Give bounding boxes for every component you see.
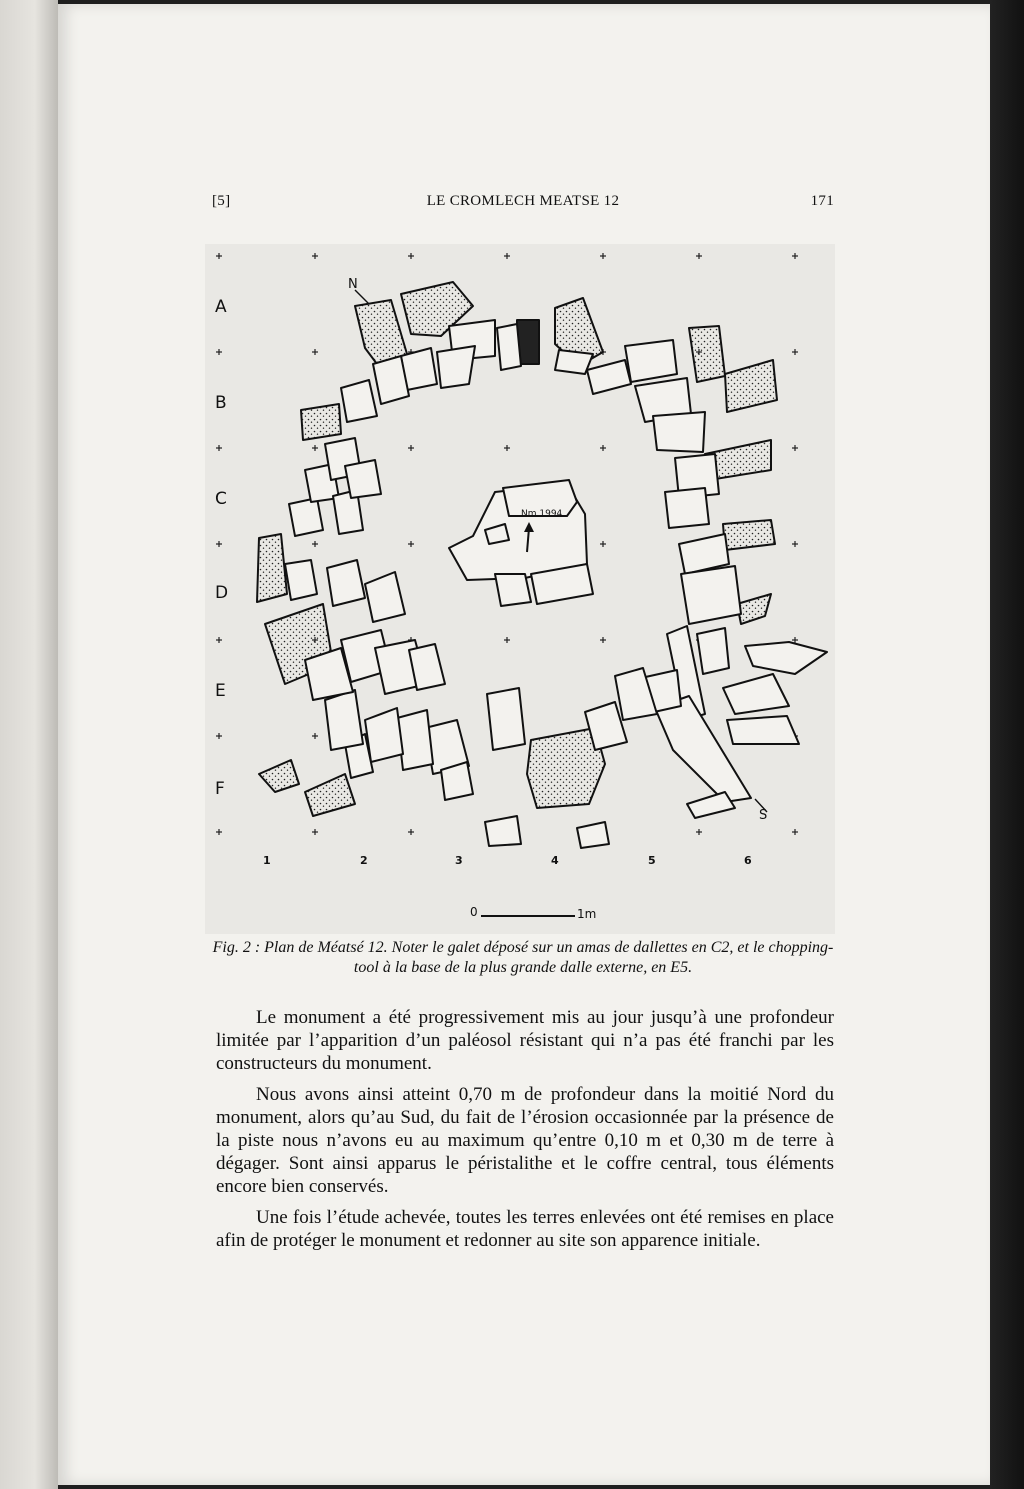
row-label-c: C (215, 489, 227, 509)
center-slab-label: Nm 1994 (521, 509, 563, 519)
paragraph-2: Nous avons ainsi atteint 0,70 m de profondeur dans la moitié Nord du monument, alors qu’au Sud, du fait de l’érosion occasionnée par la présence de la piste nous n’avons eu au maximum qu’entre 0,10 m et 0,30 m de terre à dégager. Sont ainsi apparus le péristalithe et le coffre central, tous éléments encore bien conservés. (216, 1084, 834, 1197)
north-arrow (355, 290, 369, 304)
right-page-edge (990, 0, 1024, 1489)
row-label-b: B (215, 393, 227, 413)
col-label-5: 5 (648, 854, 656, 867)
central-cist (449, 480, 593, 606)
paragraph-3: Une fois l’étude achevée, toutes les terres enlevées ont été remises en place afin de protéger le monument et redonner au site son apparence initiale. (216, 1207, 834, 1251)
paragraph-1: Le monument a été progressivement mis au jour jusqu’à une profondeur limitée par l’apparition d’un paléosol résistant qui n’a pas été franchi par les constructeurs du monument. (216, 1007, 834, 1074)
row-label-a: A (215, 297, 227, 317)
section-number: [5] (212, 193, 231, 209)
col-label-1: 1 (263, 854, 271, 867)
scale-end: 1m (577, 907, 597, 921)
row-label-d: D (215, 583, 229, 603)
cromlech-plan-drawing (205, 244, 835, 934)
col-label-2: 2 (360, 854, 368, 867)
south-label: S (759, 808, 768, 823)
running-head (212, 193, 834, 217)
col-label-4: 4 (551, 854, 559, 867)
page-number: 171 (810, 193, 834, 209)
row-label-e: E (215, 681, 226, 701)
col-label-6: 6 (744, 854, 752, 867)
body-text (216, 1006, 834, 1260)
scale-zero: 0 (470, 905, 478, 919)
north-label: N (348, 277, 358, 292)
facing-page-edge (0, 0, 58, 1489)
figure-caption: Fig. 2 : Plan de Méatsé 12. Noter le galet déposé sur un amas de dallettes en C2, et le chopping-tool à la base de la plus grande dalle externe, en E5. (212, 939, 834, 976)
figure-plan (205, 244, 835, 934)
col-label-3: 3 (455, 854, 463, 867)
row-label-f: F (215, 779, 225, 799)
running-title: LE CROMLECH MEATSE 12 (426, 193, 620, 209)
